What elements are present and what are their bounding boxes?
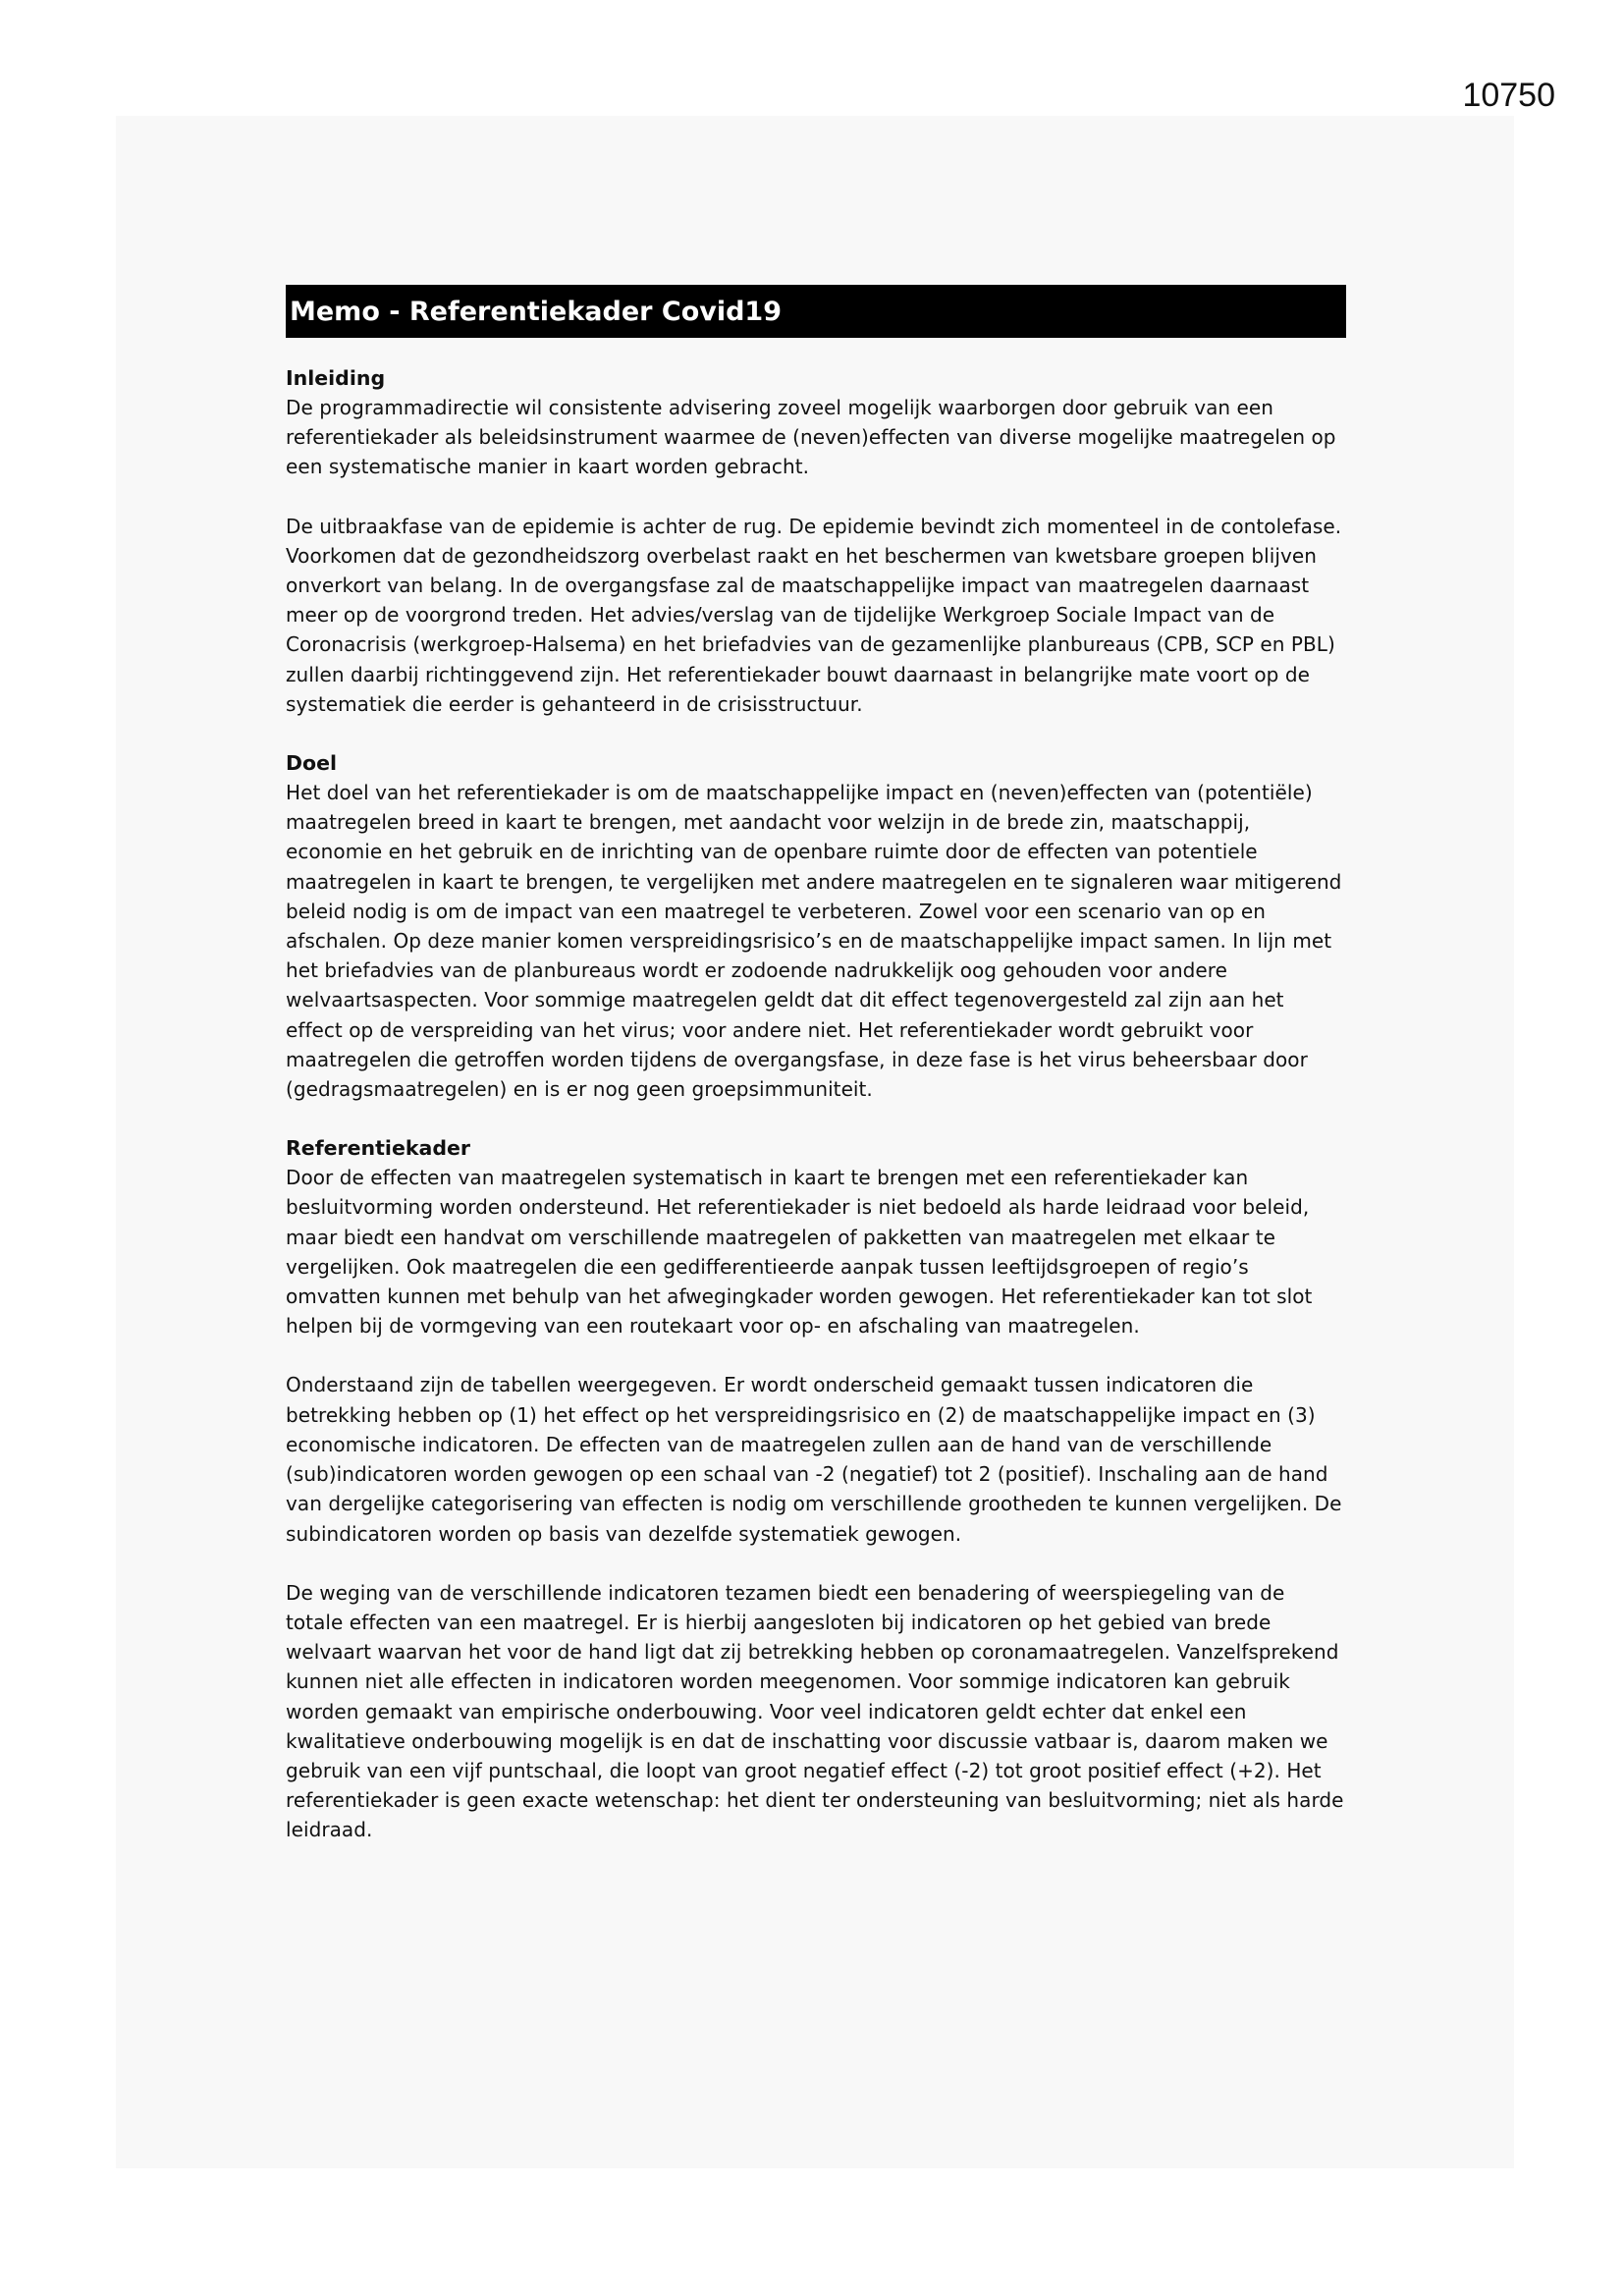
section-heading: Referentiekader — [286, 1136, 471, 1161]
memo-title: Memo - Referentiekader Covid19 — [286, 285, 1346, 338]
paragraph: Het doel van het referentiekader is om de maatschappelijke impact en (neven)effecten van (potentiële) maatregelen breed in kaart te brengen, met aandacht voor welzijn in de brede zin, maatschappij, economie en het gebruik en de inrichting van de openbare ruimte door de effecten van potentiele maatregelen in kaart te brengen, te vergelijken met andere maatregelen en te signaleren waar mitigerend beleid nodig is om de impact van een maatregel te verbeteren. Zowel voor een scenario van op en afschalen. Op deze manier komen verspreidingsrisico’s en de maatschappelijke impact samen. In lijn met het briefadvies van de planbureaus wordt er zodoende nadrukkelijk oog gehouden voor andere welvaartsaspecten. Voor sommige maatregelen geldt dat dit effect tegenovergesteld zal zijn aan het effect op de verspreiding van het virus; voor andere niet. Het referentiekader wordt gebruikt voor maatregelen die getroffen worden tijdens de overgangsfase, in deze fase is het virus beheersbaar door (gedragsmaatregelen) en is er nog geen groepsimmuniteit. — [286, 781, 1342, 1102]
paragraph: De programmadirectie wil consistente advisering zoveel mogelijk waarborgen door gebruik van een referentiekader als beleidsinstrument waarmee de (neven)effecten van diverse mogelijke maatregelen op een systematische manier in kaart worden gebracht. — [286, 396, 1336, 479]
paragraph: De uitbraakfase van de epidemie is achter de rug. De epidemie bevindt zich momenteel in de contolefase. Voorkomen dat de gezondheidszorg overbelast raakt en het beschermen van kwetsbare groepen blijven onverkort van belang. In de overgangsfase zal de maatschappelijke impact van maatregelen daarnaast meer op de voorgrond treden. Het advies/verslag van de tijdelijke Werkgroep Sociale Impact van de Coronacrisis (werkgroep-Halsema) en het briefadvies van de gezamenlijke planbureaus (CPB, SCP en PBL) zullen daarbij richtinggevend zijn. Het referentiekader bouwt daarnaast in belangrijke mate voort op de systematiek die eerder is gehanteerd in de crisisstructuur. — [286, 514, 1342, 716]
paragraph: De weging van de verschillende indicatoren tezamen biedt een benadering of weerspiegeling van de totale effecten van een maatregel. Er is hierbij aangesloten bij indicatoren op het gebied van brede welvaart waarvan het voor de hand ligt dat zij betrekking hebben op coronamaatregelen. Vanzelfsprekend kunnen niet alle effecten in indicatoren worden meegenomen. Voor sommige indicatoren kan gebruik worden gemaakt van empirische onderbouwing. Voor veel indicatoren geldt echter dat enkel een kwalitatieve onderbouwing mogelijk is en dat de inschatting voor discussie vatbaar is, daarom maken we gebruik van een vijf puntschaal, die loopt van groot negatief effect (-2) tot groot positief effect (+2). Het referentiekader is geen exacte wetenschap: het dient ter ondersteuning van besluitvorming; niet als harde leidraad. — [286, 1580, 1344, 1842]
section-heading: Inleiding — [286, 366, 386, 390]
section-heading: Doel — [286, 751, 338, 776]
page-number: 10750 — [1462, 77, 1555, 114]
memo-content — [286, 285, 1346, 1875]
paragraph: Onderstaand zijn de tabellen weergegeven. Er wordt onderscheid gemaakt tussen indicatoren die betrekking hebben op (1) het effect op het verspreidingsrisico en (2) de maatschappelijke impact en (3) economische indicatoren. De effecten van de maatregelen zullen aan de hand van de verschillende (sub)indicatoren worden gewogen op een schaal van -2 (negatief) tot 2 (positief). Inschaling aan de hand van dergelijke categorisering van effecten is nodig om verschillende grootheden te kunnen vergelijken. De subindicatoren worden op basis van dezelfde systematiek gewogen. — [286, 1373, 1342, 1546]
section-doel — [286, 748, 1346, 1104]
section-inleiding — [286, 363, 1346, 719]
paragraph: Door de effecten van maatregelen systematisch in kaart te brengen met een referentiekader kan besluitvorming worden ondersteund. Het referentiekader is niet bedoeld als harde leidraad voor beleid, maar biedt een handvat om verschillende maatregelen of pakketten van maatregelen met elkaar te vergelijken. Ook maatregelen die een gedifferentieerde aanpak tussen leeftijdsgroepen of regio’s omvatten kunnen met behulp van het afwegingkader worden gewogen. Het referentiekader kan tot slot helpen bij de vormgeving van een routekaart voor op- en afschaling van maatregelen. — [286, 1166, 1313, 1339]
section-referentiekader — [286, 1133, 1346, 1844]
